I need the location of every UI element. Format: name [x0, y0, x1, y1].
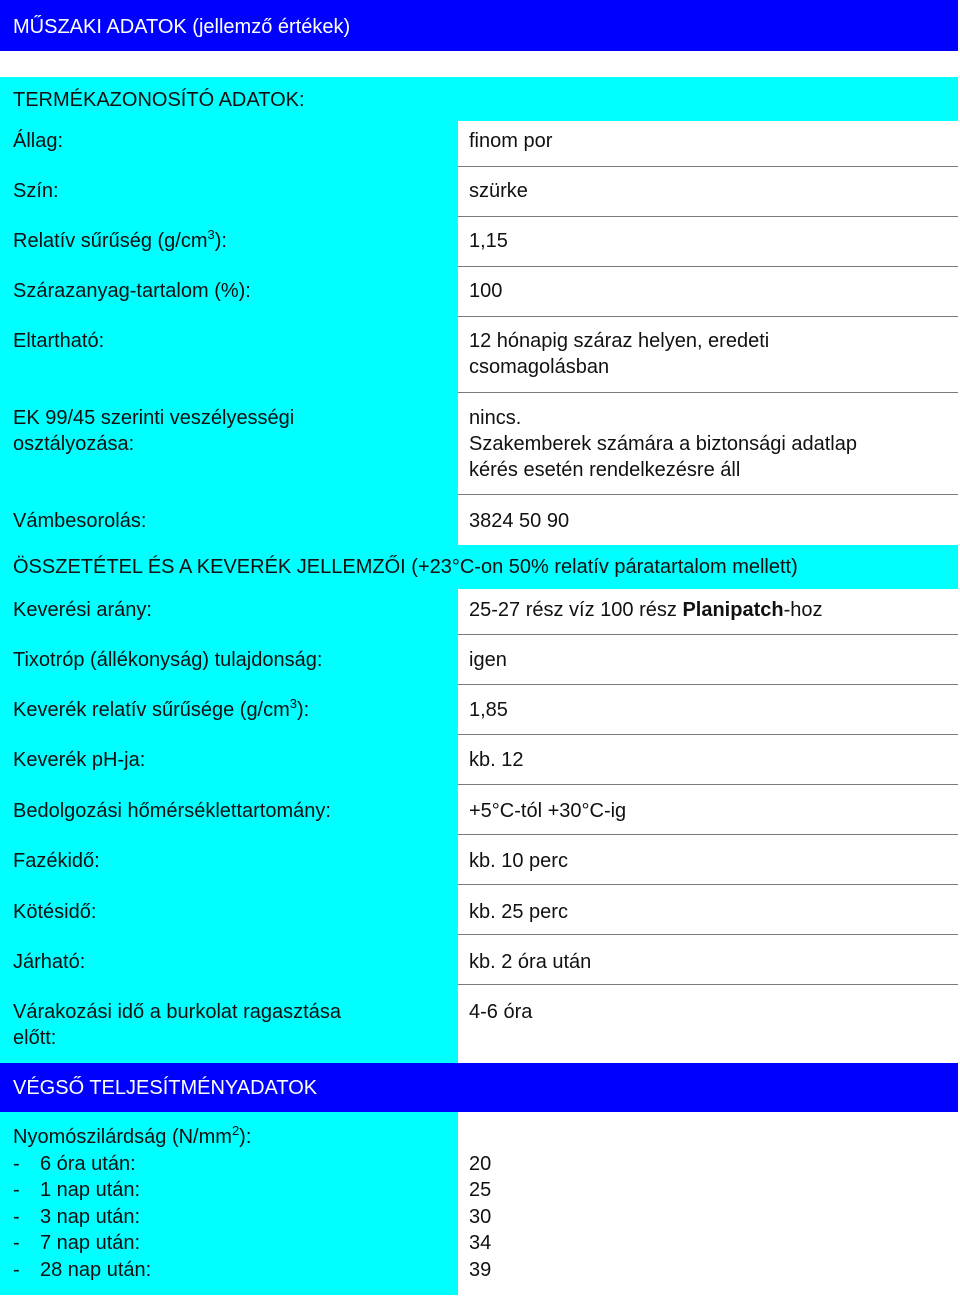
mixing-ratio-label: Keverési arány: — [13, 599, 152, 621]
row-divider — [458, 316, 958, 317]
list-item-value: 39 — [469, 1258, 492, 1281]
row-divider — [458, 784, 958, 785]
customs-code-value: 3824 50 90 — [469, 510, 570, 532]
relative-density-label: Relatív sűrűség $(g/cm^3)$: — [13, 227, 227, 252]
consistency-value: finom por — [469, 130, 553, 152]
product-section-heading: TERMÉKAZONOSÍTÓ ADATOK: — [13, 89, 305, 111]
relative-density-value: 1,15 — [469, 230, 508, 252]
list-item: - 1 nap után: — [13, 1179, 141, 1202]
color-label: Szín: — [13, 180, 59, 202]
row-divider — [458, 934, 958, 935]
thixotropy-label: Tixotróp (állékonyság) tulajdonság: — [13, 649, 323, 671]
row-divider — [458, 834, 958, 835]
ph-label: Keverék pH-ja: — [13, 749, 146, 771]
customs-code-label: Vámbesorolás: — [13, 510, 147, 532]
dry-content-label: Szárazanyag-tartalom (%): — [13, 280, 251, 302]
setting-time-value: kb. 25 perc — [469, 901, 568, 923]
list-item: - 6 óra után: — [13, 1153, 136, 1175]
dry-content-value: 100 — [469, 280, 503, 302]
application-temperature-label: Bedolgozási hőmérséklettartomány: — [13, 800, 331, 822]
waiting-time-label: Várakozási idő a burkolat ragasztása előtt: — [13, 1001, 341, 1049]
application-temperature-value: +5°C-tól +30°C-ig — [469, 800, 627, 822]
list-item: - 7 nap után: — [13, 1232, 141, 1255]
compressive-strength-label: Nyomószilárdság $(N/mm^2)$: — [13, 1123, 252, 1148]
product-section-header — [0, 77, 958, 121]
list-item-value: 25 — [469, 1179, 492, 1202]
page-title: MŰSZAKI ADATOK (jellemző értékek) — [13, 16, 351, 38]
thixotropy-value: igen — [469, 649, 507, 671]
row-divider — [458, 392, 958, 393]
strength-value-list — [469, 1151, 491, 1283]
pot-life-value: kb. 10 perc — [469, 850, 568, 872]
row-divider — [458, 684, 958, 685]
row-divider — [458, 884, 958, 885]
performance-section-header — [0, 1063, 958, 1112]
shelf-life-value: 12 hónapig száraz helyen, eredeti csomagolásban — [469, 330, 770, 378]
mixture-density-label: Keverék relatív sűrűsége $(g/cm^3)$: — [13, 696, 310, 721]
mixture-section-heading: ÖSSZETÉTEL ÉS A KEVERÉK JELLEMZŐI (+23°C-on 50% relatív páratartalom mellett) — [13, 556, 798, 578]
title-bar — [0, 0, 958, 51]
list-item-value: 20 — [469, 1153, 492, 1175]
walkable-label: Járható: — [13, 951, 86, 973]
row-divider — [458, 216, 958, 217]
waiting-time-value: 4-6 óra — [469, 1001, 533, 1023]
list-item: - 3 nap után: — [13, 1205, 141, 1228]
list-item-value: 34 — [469, 1232, 492, 1255]
row-divider — [458, 266, 958, 267]
row-divider — [458, 494, 958, 495]
color-value: szürke — [469, 180, 528, 202]
mixture-section-header — [0, 545, 958, 589]
consistency-label: Állag: — [13, 130, 64, 152]
row-divider — [458, 984, 958, 985]
mixture-density-value: 1,85 — [469, 699, 508, 721]
hazard-classification-label: EK 99/45 szerinti veszélyességi osztályozása: — [13, 407, 295, 455]
row-divider — [458, 166, 958, 167]
row-divider — [458, 734, 958, 735]
performance-section-heading: VÉGSŐ TELJESÍTMÉNYADATOK — [13, 1077, 318, 1099]
strength-age-list — [13, 1151, 453, 1283]
setting-time-label: Kötésidő: — [13, 901, 97, 923]
shelf-life-label: Eltartható: — [13, 330, 105, 352]
list-item-value: 30 — [469, 1205, 492, 1228]
list-item: - 28 nap után: — [13, 1258, 152, 1281]
pot-life-label: Fazékidő: — [13, 850, 100, 872]
ph-value: kb. 12 — [469, 749, 524, 771]
hazard-classification-value: nincs. Szakemberek számára a biztonsági adatlap kérés esetén rendelkezésre áll — [469, 407, 857, 481]
row-divider — [458, 634, 958, 635]
mixing-ratio-value: 25-27 rész víz 100 rész Planipatch-hoz — [469, 599, 823, 621]
walkable-value: kb. 2 óra után — [469, 951, 592, 973]
